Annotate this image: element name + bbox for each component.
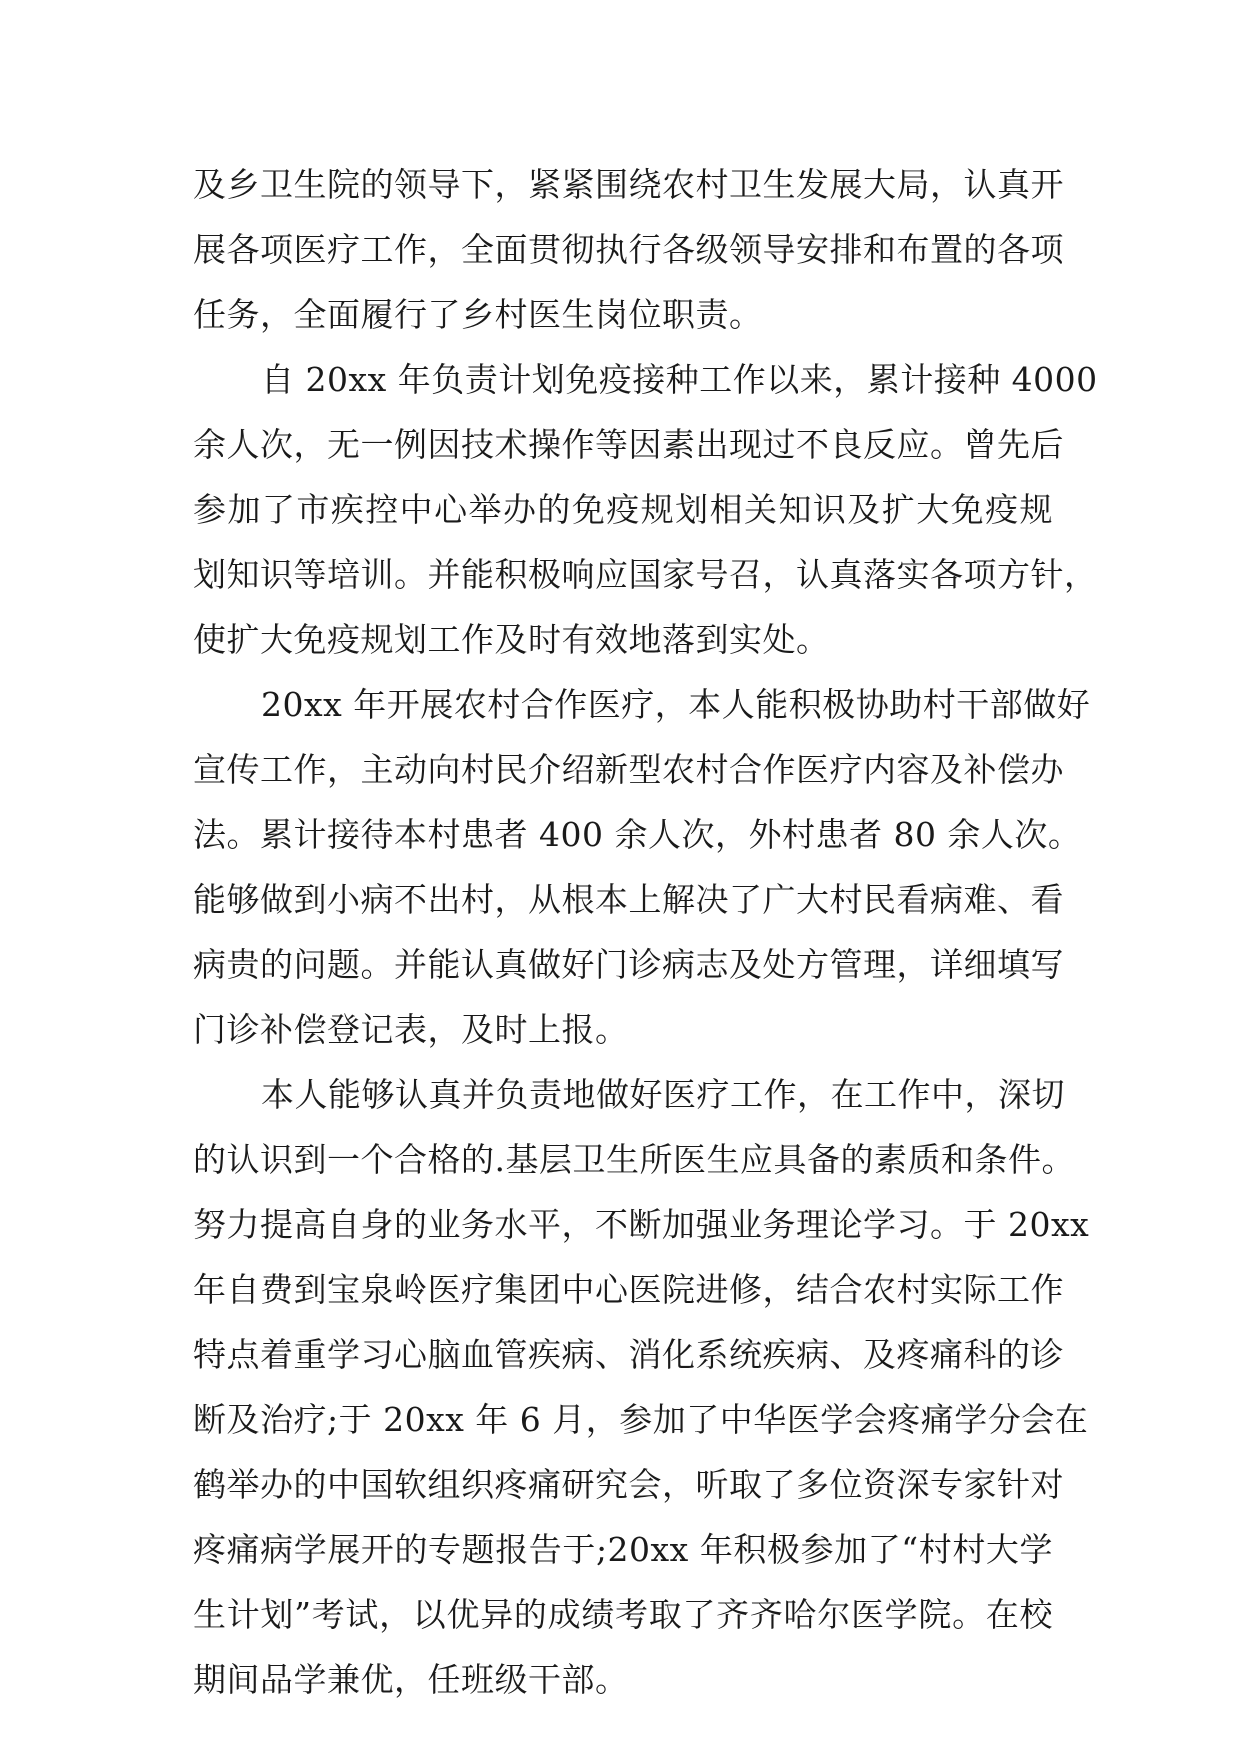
text-line: 生计划”考试，以优异的成绩考取了齐齐哈尔医学院。在校 bbox=[193, 1595, 1053, 1634]
text-line: 宣传工作，主动向村民介绍新型农村合作医疗内容及补偿办 bbox=[193, 750, 1064, 789]
text-line: 能够做到小病不出村，从根本上解决了广大村民看病难、看 bbox=[193, 880, 1064, 919]
text-line: 鹤举办的中国软组织疼痛研究会，听取了多位资深专家针对 bbox=[193, 1465, 1064, 1504]
text-line: 门诊补偿登记表，及时上报。 bbox=[193, 1010, 629, 1049]
text-line: 使扩大免疫规划工作及时有效地落到实处。 bbox=[193, 620, 830, 659]
text-line: 疼痛病学展开的专题报告于;20xx 年积极参加了“村村大学 bbox=[193, 1530, 1053, 1569]
text-line: 法。累计接待本村患者 400 余人次，外村患者 80 余人次。 bbox=[193, 815, 1082, 854]
text-line: 期间品学兼优，任班级干部。 bbox=[193, 1660, 629, 1699]
text-line: 划知识等培训。并能积极响应国家号召，认真落实各项方针， bbox=[193, 555, 1098, 594]
text-line: 努力提高自身的业务水平，不断加强业务理论学习。于 20xx bbox=[193, 1205, 1090, 1244]
text-line: 展各项医疗工作，全面贯彻执行各级领导安排和布置的各项 bbox=[193, 230, 1064, 269]
text-line: 断及治疗;于 20xx 年 6 月，参加了中华医学会疼痛学分会在 bbox=[193, 1400, 1089, 1439]
text-line: 年自费到宝泉岭医疗集团中心医院进修，结合农村实际工作 bbox=[193, 1270, 1064, 1309]
text-line: 的认识到一个合格的.基层卫生所医生应具备的素质和条件。 bbox=[193, 1140, 1075, 1179]
text-line: 及乡卫生院的领导下，紧紧围绕农村卫生发展大局，认真开 bbox=[193, 165, 1064, 204]
text-line: 余人次，无一例因技术操作等因素出现过不良反应。曾先后 bbox=[193, 425, 1064, 464]
text-line: 任务，全面履行了乡村医生岗位职责。 bbox=[193, 295, 763, 334]
text-line: 参加了市疾控中心举办的免疫规划相关知识及扩大免疫规 bbox=[193, 490, 1053, 529]
paragraph-first-line: 20xx 年开展农村合作医疗，本人能积极协助村干部做好 bbox=[261, 685, 1091, 724]
text-line: 特点着重学习心脑血管疾病、消化系统疾病、及疼痛科的诊 bbox=[193, 1335, 1064, 1374]
body-text bbox=[193, 152, 1098, 1712]
paragraph-first-line: 本人能够认真并负责地做好医疗工作，在工作中，深切 bbox=[261, 1075, 1065, 1114]
paragraph-first-line: 自 20xx 年负责计划免疫接种工作以来，累计接种 4000 bbox=[261, 360, 1098, 399]
text-line: 病贵的问题。并能认真做好门诊病志及处方管理，详细填写 bbox=[193, 945, 1064, 984]
